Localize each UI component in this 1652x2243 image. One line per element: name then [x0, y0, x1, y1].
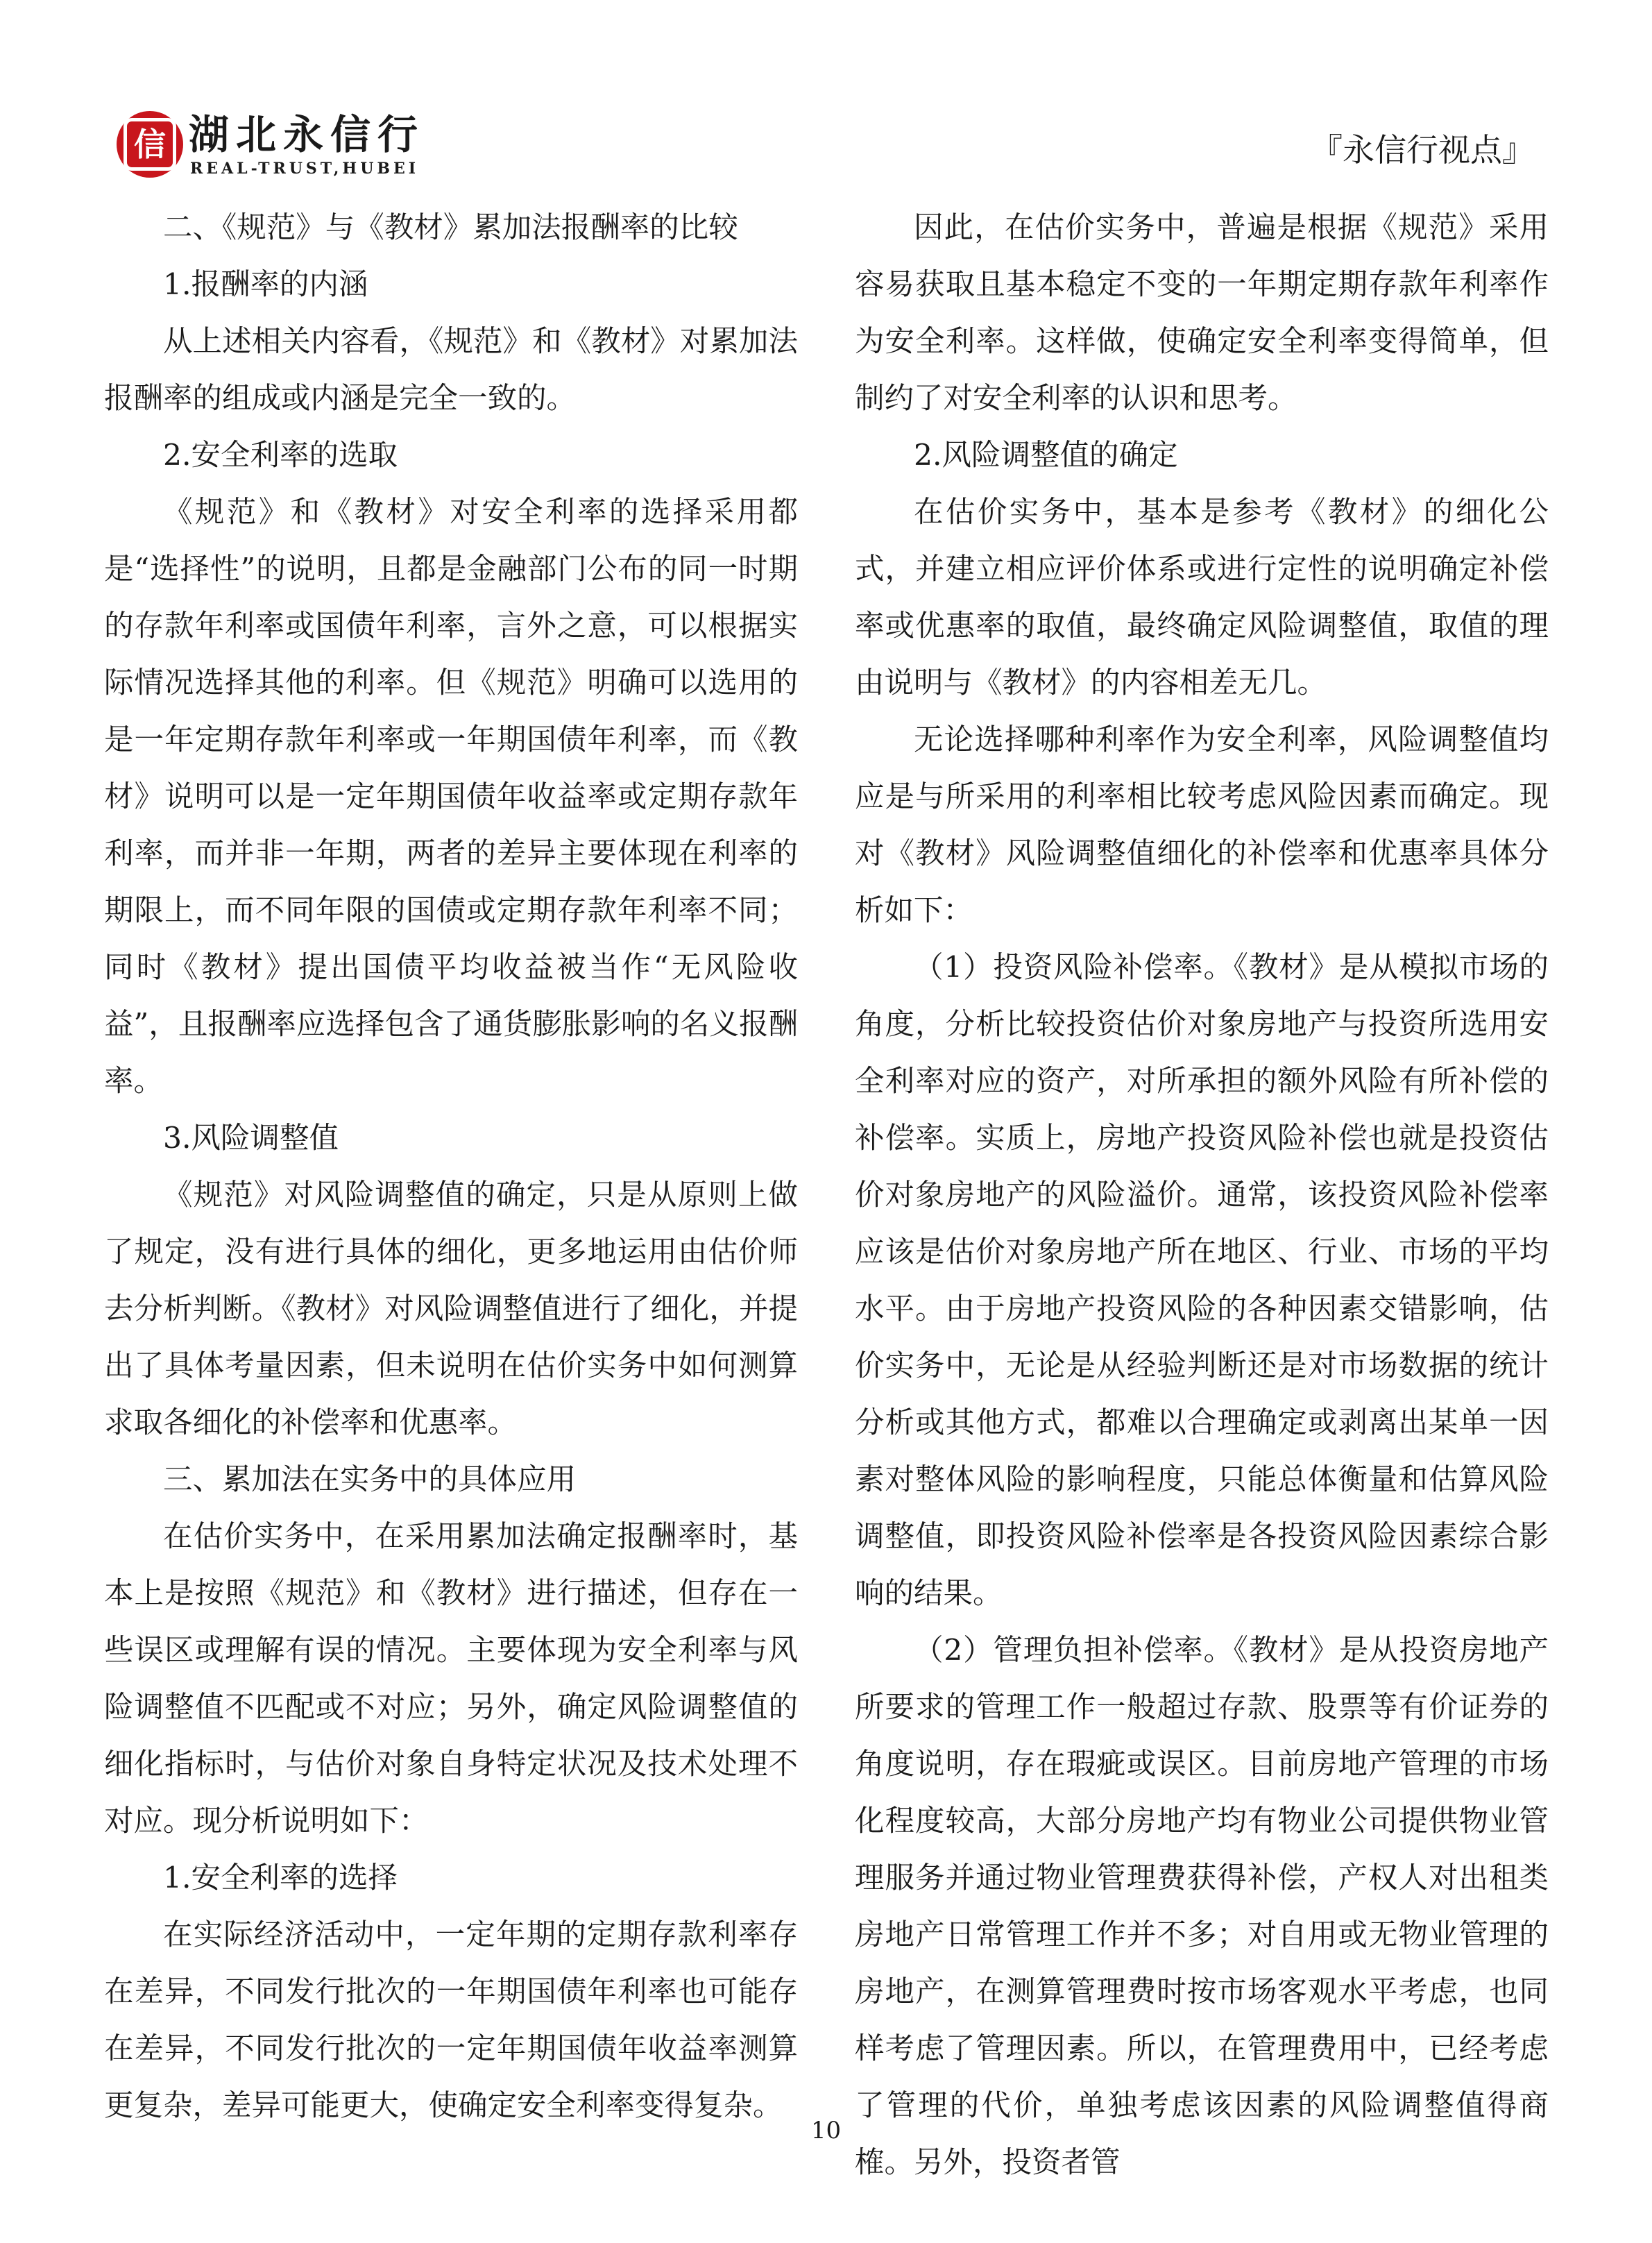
page-header	[0, 0, 1652, 194]
brand-name-english: REAL-TRUST,HUBEI	[190, 160, 420, 178]
heading-section-2: 二、《规范》与《教材》累加法报酬率的比较	[163, 211, 738, 245]
page-number: 10	[810, 2117, 842, 2144]
subheading: 1.报酬率的内涵	[163, 268, 368, 302]
subheading: 2.安全利率的选取	[163, 439, 398, 473]
paragraph: （2）管理负担补偿率。《教材》是从投资房地产所要求的管理工作一般超过存款、股票等有价证券的角度说明，存在瑕疵或误区。目前房地产管理的市场化程度较高，大部分房地产均有物业公司提供物业管理服务并通过物业管理费获得补偿，产权人对出租类房地产日常管理工作并不多；对自用或无物业管理的房地产，在测算管理费时按市场客观水平考虑，也同样考虑了管理因素。所以，在管理费用中，已经考虑了管理的代价，单独考虑该因素的风险调整值得商榷。另外，投资者管	[855, 1634, 1549, 2180]
paragraph: 《规范》对风险调整值的确定，只是从原则上做了规定，没有进行具体的细化，更多地运用由估价师去分析判断。《教材》对风险调整值进行了细化，并提出了具体考量因素，但未说明在估价实务中如何测算求取各细化的补偿率和优惠率。	[104, 1178, 798, 1440]
paragraph: 《规范》和《教材》对安全利率的选择采用都是“选择性”的说明，且都是金融部门公布的同一时期的存款年利率或国债年利率，言外之意，可以根据实际情况选择其他的利率。但《规范》明确可以选用的是一年定期存款年利率或一年期国债年利率，而《教材》说明可以是一定年期国债年收益率或定期存款年利率，而并非一年期，两者的差异主要体现在利率的期限上，而不同年限的国债或定期存款年利率不同；同时《教材》提出国债平均收益被当作“无风险收益”，且报酬率应选择包含了通货膨胀影响的名义报酬率。	[104, 496, 798, 1099]
heading-section-3: 三、累加法在实务中的具体应用	[163, 1463, 577, 1497]
company-logo	[117, 111, 183, 178]
paragraph: 在估价实务中，在采用累加法确定报酬率时，基本上是按照《规范》和《教材》进行描述，但存在一些误区或理解有误的情况。主要体现为安全利率与风险调整值不匹配或不对应；另外，确定风险调整值的细化指标时，与估价对象自身特定状况及技术处理不对应。现分析说明如下：	[104, 1520, 798, 1838]
paragraph: 在实际经济活动中，一定年期的定期存款利率存在差异，不同发行批次的一年期国债年利率也可能存在差异，不同发行批次的一定年期国债年收益率测算更复杂，差异可能更大，使确定安全利率变得复杂。	[104, 1918, 798, 2123]
paragraph: 从上述相关内容看，《规范》和《教材》对累加法报酬率的组成或内涵是完全一致的。	[104, 325, 798, 416]
right-column	[855, 200, 1549, 2192]
section-tag: 『永信行视点』	[1311, 131, 1534, 169]
logo-seal-icon: 信	[124, 118, 176, 171]
subheading: 2.风险调整值的确定	[914, 439, 1178, 473]
paragraph: 在估价实务中，基本是参考《教材》的细化公式，并建立相应评价体系或进行定性的说明确定补偿率或优惠率的取值，最终确定风险调整值，取值的理由说明与《教材》的内容相差无几。	[855, 496, 1549, 700]
subheading: 3.风险调整值	[163, 1122, 339, 1156]
subheading: 1.安全利率的选择	[163, 1861, 398, 1895]
brand-name-chinese: 湖北永信行	[189, 111, 425, 158]
paragraph: 因此，在估价实务中，普遍是根据《规范》采用容易获取且基本稳定不变的一年期定期存款年利率作为安全利率。这样做，使确定安全利率变得简单，但制约了对安全利率的认识和思考。	[855, 211, 1549, 416]
left-column	[104, 200, 798, 2135]
paragraph: 无论选择哪种利率作为安全利率，风险调整值均应是与所采用的利率相比较考虑风险因素而确定。现对《教材》风险调整值细化的补偿率和优惠率具体分析如下：	[855, 723, 1549, 928]
paragraph: （1）投资风险补偿率。《教材》是从模拟市场的角度，分析比较投资估价对象房地产与投资所选用安全利率对应的资产，对所承担的额外风险有所补偿的补偿率。实质上，房地产投资风险补偿也就是投资估价对象房地产的风险溢价。通常，该投资风险补偿率应该是估价对象房地产所在地区、行业、市场的平均水平。由于房地产投资风险的各种因素交错影响，估价实务中，无论是从经验判断还是对市场数据的统计分析或其他方式，都难以合理确定或剥离出某单一因素对整体风险的影响程度，只能总体衡量和估算风险调整值，即投资风险补偿率是各投资风险因素综合影响的结果。	[855, 951, 1549, 1611]
